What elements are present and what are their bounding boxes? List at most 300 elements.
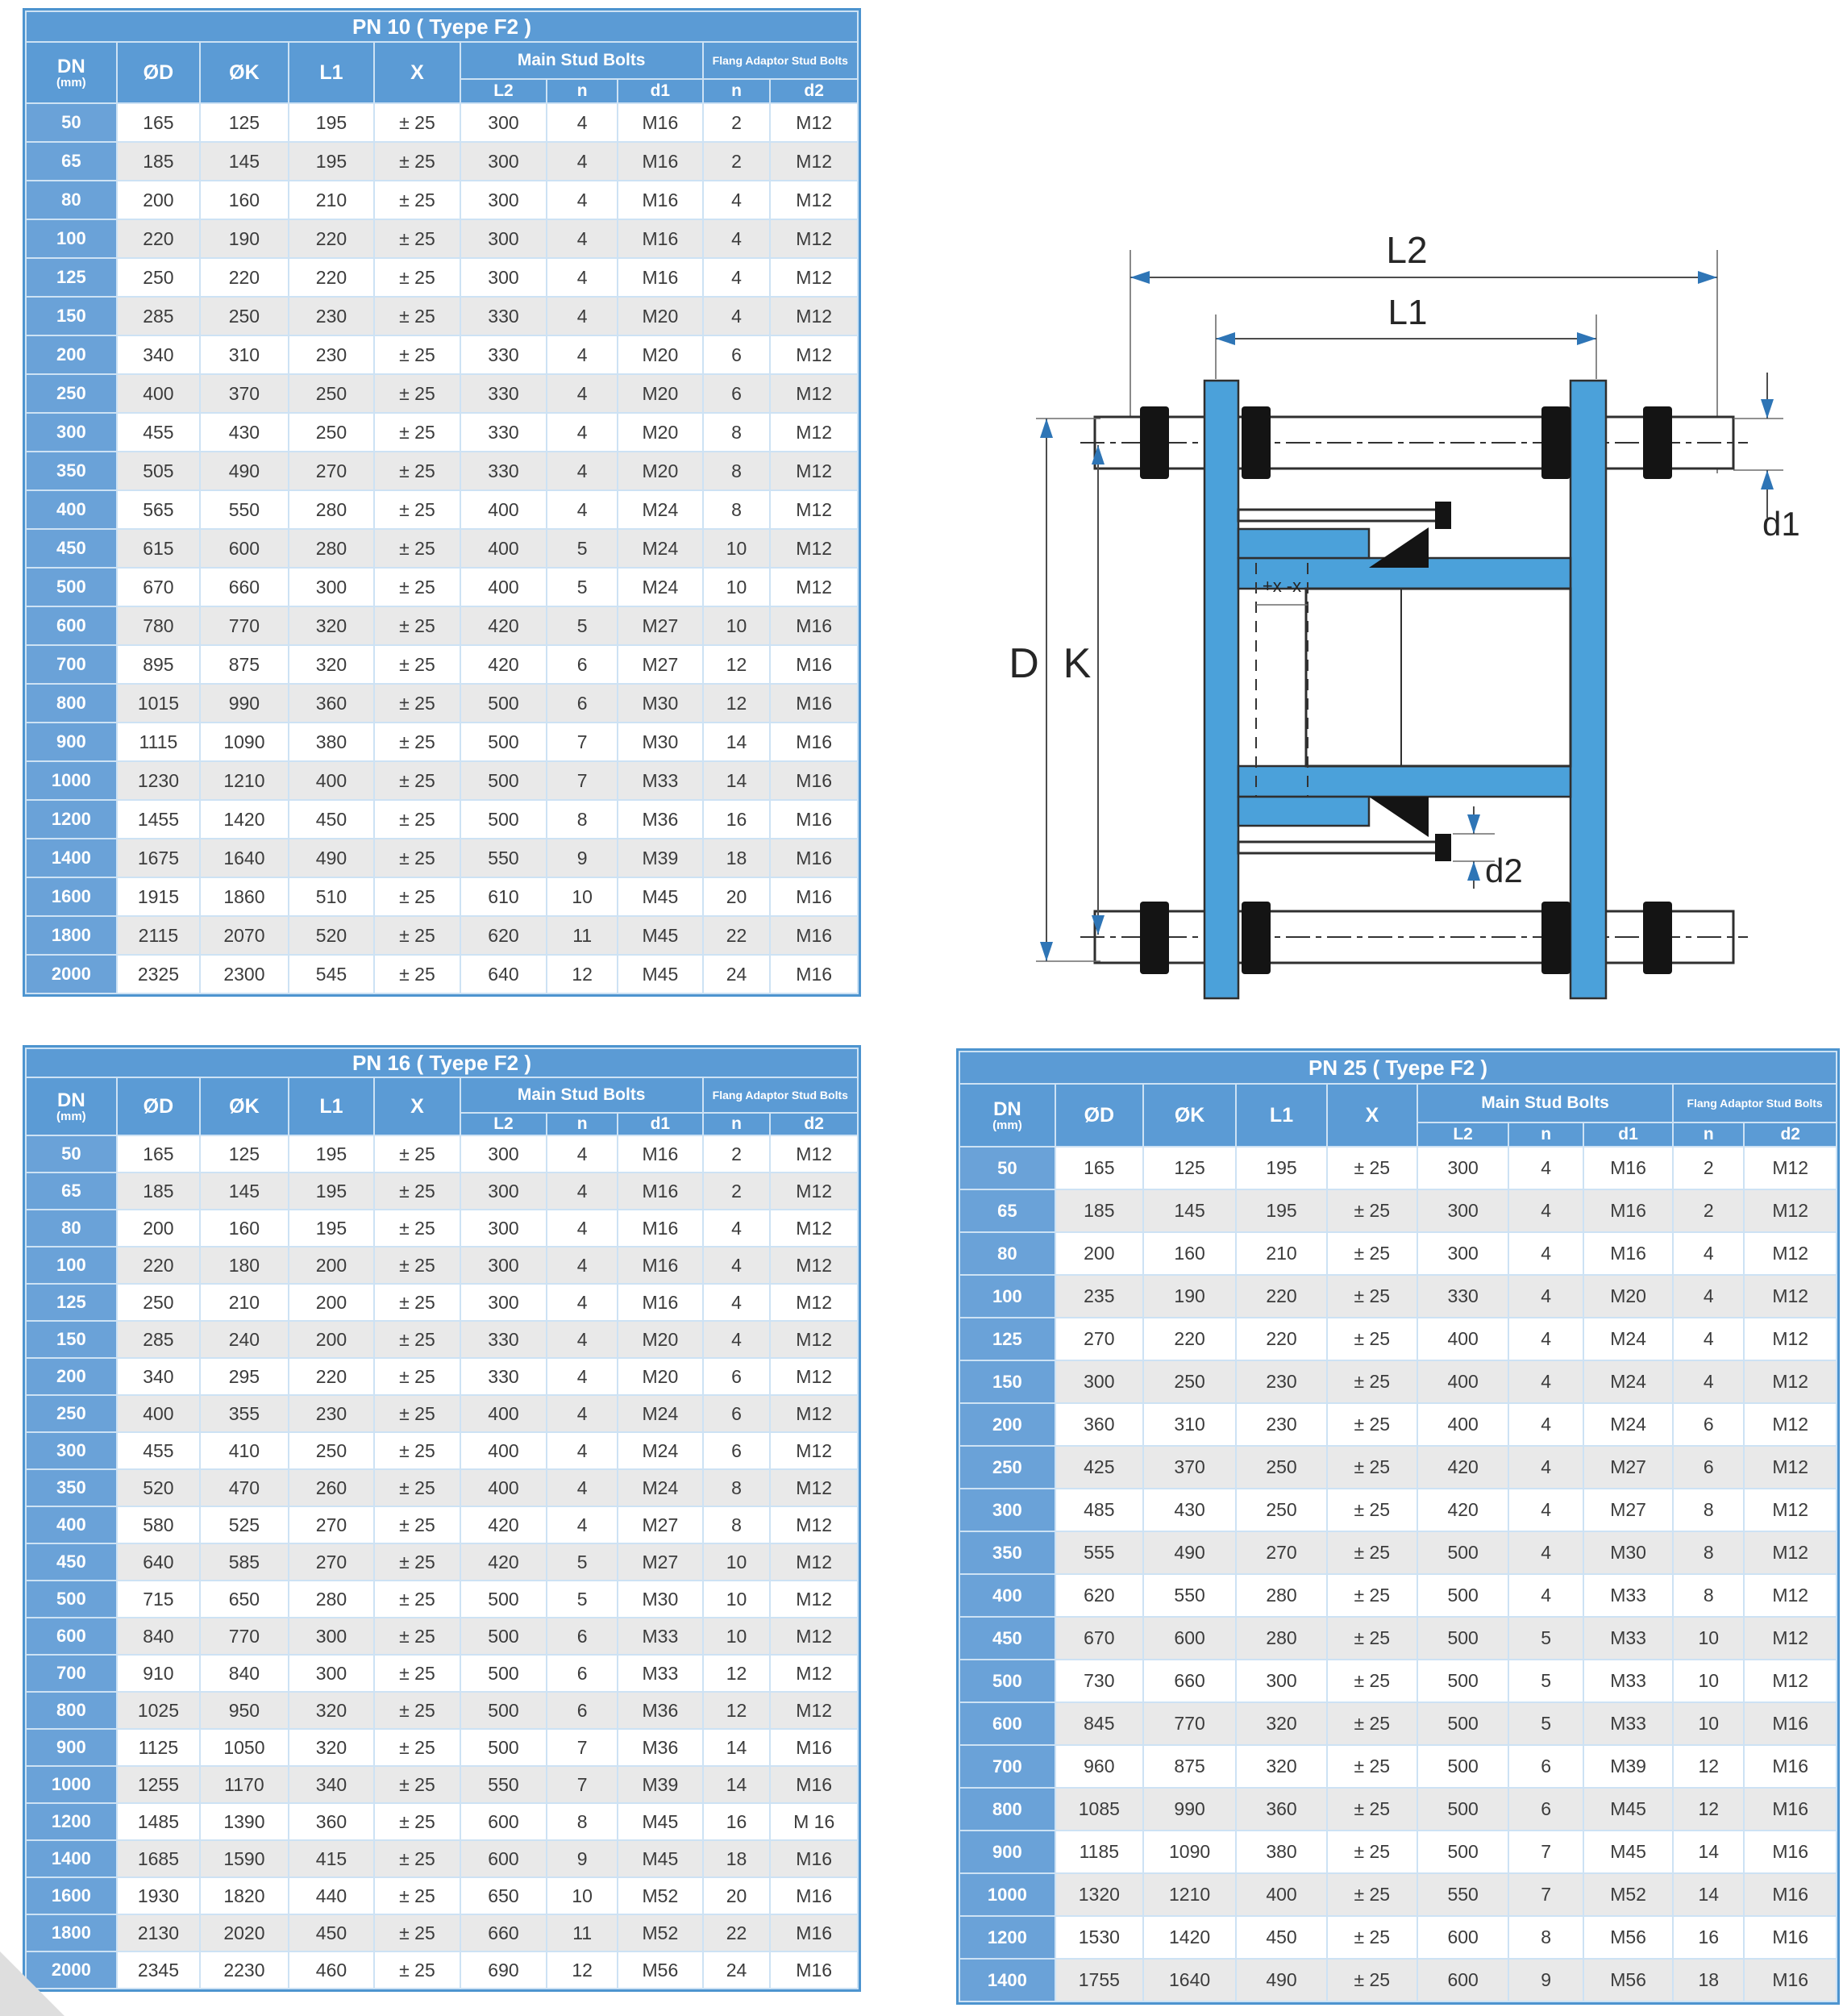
cell: 500 [460,1692,547,1729]
cell: 1820 [200,1877,289,1914]
cell: 1530 [1055,1916,1143,1959]
cell: M12 [770,568,858,606]
dn-value-cell: 500 [959,1660,1055,1702]
cell: M12 [770,1469,858,1506]
cell: ± 25 [374,1877,460,1914]
cell: 660 [1143,1660,1237,1702]
dn-value-cell: 100 [26,1247,117,1284]
table-row [26,723,858,761]
cell: M33 [1583,1574,1673,1617]
cell: 12 [1673,1745,1744,1788]
table-row [959,1531,1837,1574]
cell: 490 [289,839,375,877]
cell: M24 [1583,1403,1673,1446]
cell: 20 [703,877,771,916]
table-row [26,374,858,413]
table-row [959,1660,1837,1702]
cell: 8 [703,1506,771,1543]
cell: 430 [1143,1489,1237,1531]
cell: ± 25 [374,1840,460,1877]
cell: 1115 [117,723,200,761]
table-row [26,413,858,452]
cell: 455 [117,413,200,452]
dn-value-cell: 350 [26,452,117,490]
cell: 270 [289,452,375,490]
cell: 6 [1508,1788,1583,1831]
table-row [26,219,858,258]
cell: 22 [703,916,771,955]
cell: 360 [289,1803,375,1840]
cell: M27 [618,1543,702,1581]
cell: 320 [289,1729,375,1766]
cell: 4 [547,258,618,297]
cell: 9 [547,1840,618,1877]
cell: 2300 [200,955,289,993]
cell: M12 [770,413,858,452]
cell: M 16 [770,1803,858,1840]
table-row [959,1788,1837,1831]
cell: M16 [1744,1916,1837,1959]
cell: 2230 [200,1951,289,1989]
dn-value-cell: 100 [26,219,117,258]
cell: M12 [770,142,858,181]
cell: M16 [770,1951,858,1989]
cell: 500 [1417,1574,1508,1617]
cell: ± 25 [374,1469,460,1506]
cell: M16 [1583,1232,1673,1275]
cell: M52 [618,1914,702,1951]
cell: M20 [618,1321,702,1358]
cell: M39 [1583,1745,1673,1788]
cell: M20 [1583,1275,1673,1318]
cell: 300 [460,1284,547,1321]
dn-value-cell: 600 [26,606,117,645]
cell: ± 25 [374,374,460,413]
cell: 12 [703,1692,771,1729]
cell: M16 [618,1135,702,1173]
bottom-gland-nut [1435,834,1451,861]
cell: ± 25 [374,1729,460,1766]
cell: 10 [1673,1617,1744,1660]
cell: 1755 [1055,1959,1143,2001]
cell: 450 [1236,1916,1326,1959]
table-row [959,1360,1837,1403]
cell: 4 [1508,1403,1583,1446]
cell: 470 [200,1469,289,1506]
cell: M12 [770,1358,858,1395]
cell: 270 [1236,1531,1326,1574]
cell: 1170 [200,1766,289,1803]
cell: 450 [289,800,375,839]
cell: 415 [289,1840,375,1877]
col-header-l1: L1 [289,1077,375,1135]
cell: 4 [547,374,618,413]
cell: M24 [1583,1318,1673,1360]
cell: 185 [117,1173,200,1210]
cell: ± 25 [374,103,460,142]
table-row [26,1284,858,1321]
cell: M24 [618,1432,702,1469]
dn-value-cell: 250 [26,374,117,413]
cell: M16 [770,1914,858,1951]
cell: 4 [1673,1318,1744,1360]
cell: 250 [117,1284,200,1321]
cell: 370 [200,374,289,413]
cell: 285 [117,297,200,335]
dn-value-cell: 900 [26,723,117,761]
cell: M45 [618,916,702,955]
cell: 220 [1236,1318,1326,1360]
cell: ± 25 [374,877,460,916]
cell: ± 25 [374,645,460,684]
cell: 7 [547,723,618,761]
cell: 125 [1143,1147,1237,1189]
table-row [26,1543,858,1581]
col-subheader-l2: L2 [1417,1123,1508,1147]
cell: 500 [1417,1745,1508,1788]
cell: 420 [460,1506,547,1543]
cell: ± 25 [374,452,460,490]
cell: ± 25 [374,1914,460,1951]
cell: M45 [618,1840,702,1877]
cell: 250 [200,297,289,335]
dn-value-cell: 500 [26,568,117,606]
cell: ± 25 [374,1210,460,1247]
cell: 330 [460,335,547,374]
cell: 250 [1143,1360,1237,1403]
cell: 730 [1055,1660,1143,1702]
cell: 4 [1673,1360,1744,1403]
cell: M16 [770,606,858,645]
cell: 490 [200,452,289,490]
cell: M27 [1583,1489,1673,1531]
col-header-ok: ØK [1143,1084,1237,1147]
cell: 1455 [117,800,200,839]
cell: 500 [460,761,547,800]
table-row [26,606,858,645]
dn-value-cell: 200 [26,335,117,374]
cell: ± 25 [374,761,460,800]
cell: 420 [1417,1446,1508,1489]
cell: 6 [547,684,618,723]
cell: M56 [1583,1959,1673,2001]
table-row [26,1173,858,1210]
cell: M12 [770,1284,858,1321]
cell: 280 [289,490,375,529]
cell: M33 [618,1618,702,1655]
cell: 7 [1508,1831,1583,1873]
cell: 4 [1508,1360,1583,1403]
cell: 300 [460,258,547,297]
cell: 20 [703,1877,771,1914]
cell: M16 [770,1729,858,1766]
dn-value-cell: 2000 [26,1951,117,1989]
dn-value-cell: 1200 [26,1803,117,1840]
cell: 10 [703,1618,771,1655]
cell: 10 [1673,1702,1744,1745]
cell: 1050 [200,1729,289,1766]
cell: 9 [547,839,618,877]
cell: 200 [117,181,200,219]
cell: M16 [770,684,858,723]
cell: 300 [460,181,547,219]
cell: 950 [200,1692,289,1729]
cell: M16 [1744,1873,1837,1916]
dn-value-cell: 450 [959,1617,1055,1660]
cell: 185 [117,142,200,181]
table-row [959,1147,1837,1189]
cell: 10 [547,877,618,916]
cell: M24 [618,1469,702,1506]
cell: 4 [703,258,771,297]
top-gland-flange-band [1238,529,1369,558]
group-header-flang-adaptor-stud-bolts: Flang Adaptor Stud Bolts [703,42,858,79]
table-row [959,1702,1837,1745]
pn10-table [25,10,859,994]
cell: ± 25 [374,916,460,955]
cell: ± 25 [374,1321,460,1358]
cell: 4 [547,1247,618,1284]
cell: 7 [547,1766,618,1803]
cell: 1640 [200,839,289,877]
cell: 500 [1417,1531,1508,1574]
cell: 240 [200,1321,289,1358]
group-header-main-stud-bolts: Main Stud Bolts [460,42,703,79]
cell: 460 [289,1951,375,1989]
table-title: PN 10 ( Tyepe F2 ) [26,11,858,42]
cell: M12 [770,258,858,297]
left-flange [1204,381,1238,998]
cell: 5 [1508,1702,1583,1745]
table-row [26,1210,858,1247]
cell: 1390 [200,1803,289,1840]
cell: 400 [460,529,547,568]
cell: M39 [618,1766,702,1803]
dn-value-cell: 1800 [26,916,117,955]
cell: M16 [770,955,858,993]
cell: 250 [117,258,200,297]
group-header-main-stud-bolts: Main Stud Bolts [460,1077,703,1113]
cell: 300 [289,568,375,606]
cell: M12 [770,103,858,142]
cell: ± 25 [374,684,460,723]
cell: M36 [618,1692,702,1729]
cell: 8 [703,452,771,490]
cell: M12 [770,529,858,568]
cell: 6 [703,374,771,413]
group-header-flang-adaptor-stud-bolts: Flang Adaptor Stud Bolts [1673,1084,1837,1123]
cell: 400 [460,1395,547,1432]
cell: 160 [200,1210,289,1247]
cell: 1485 [117,1803,200,1840]
cell: ± 25 [374,1432,460,1469]
cell: ± 25 [1327,1147,1417,1189]
table-row [26,1247,858,1284]
cell: 300 [289,1618,375,1655]
cell: 14 [703,1766,771,1803]
cell: M12 [770,1432,858,1469]
cell: 425 [1055,1446,1143,1489]
cell: M24 [618,1395,702,1432]
cell: 545 [289,955,375,993]
cell: M16 [770,761,858,800]
table-title: PN 25 ( Tyepe F2 ) [959,1052,1837,1084]
cell: 4 [547,1395,618,1432]
table-row [26,335,858,374]
cell: M12 [1744,1489,1837,1531]
cell: 4 [1508,1489,1583,1531]
cell: 840 [117,1618,200,1655]
cell: 220 [200,258,289,297]
cell: 4 [547,1135,618,1173]
cell: 330 [1417,1275,1508,1318]
cell: M45 [618,1803,702,1840]
cell: M12 [770,1581,858,1618]
cell: 610 [460,877,547,916]
table-row [26,1581,858,1618]
dn-value-cell: 80 [26,1210,117,1247]
cell: 620 [1055,1574,1143,1617]
cell: ± 25 [374,1655,460,1692]
cell: 14 [703,1729,771,1766]
col-header-x: X [1327,1084,1417,1147]
cell: 500 [460,1655,547,1692]
cell: 585 [200,1543,289,1581]
cell: 1090 [1143,1831,1237,1873]
dn-value-cell: 1600 [26,1877,117,1914]
dn-value-cell: 150 [959,1360,1055,1403]
cell: 400 [460,1432,547,1469]
table-row [959,1318,1837,1360]
cell: 550 [1417,1873,1508,1916]
cell: 4 [1508,1232,1583,1275]
cell: 8 [703,413,771,452]
cell: 6 [703,1358,771,1395]
cell: M16 [770,877,858,916]
cell: 195 [1236,1189,1326,1232]
cell: 2 [703,1173,771,1210]
cell: 320 [289,606,375,645]
cell: 1255 [117,1766,200,1803]
cell: 295 [200,1358,289,1395]
dn-value-cell: 2000 [26,955,117,993]
table-row [26,1951,858,1989]
cell: 220 [117,1247,200,1284]
cell: M12 [770,1506,858,1543]
dn-value-cell: 800 [26,1692,117,1729]
col-header-dn: DN (mm) [959,1084,1055,1147]
dn-value-cell: 200 [959,1403,1055,1446]
cell: 230 [289,335,375,374]
cell: ± 25 [1327,1660,1417,1702]
cell: M12 [1744,1446,1837,1489]
cell: M16 [1583,1147,1673,1189]
cell: 600 [460,1803,547,1840]
cell: M30 [618,723,702,761]
table-row [26,800,858,839]
table-row [26,103,858,142]
table-row [26,645,858,684]
table-row [26,1692,858,1729]
dim-label-d2: d2 [1485,852,1523,889]
cell: 2 [703,1135,771,1173]
cell: 550 [1143,1574,1237,1617]
cell: 455 [117,1432,200,1469]
cell: 330 [460,1321,547,1358]
cell: 210 [200,1284,289,1321]
cell: 1640 [1143,1959,1237,2001]
cell: M16 [1744,1745,1837,1788]
cell: 875 [1143,1745,1237,1788]
cell: M16 [618,103,702,142]
dn-value-cell: 600 [26,1618,117,1655]
cell: M16 [618,1210,702,1247]
cell: 4 [547,297,618,335]
cell: 4 [547,452,618,490]
cell: 180 [200,1247,289,1284]
table-row [959,1916,1837,1959]
dn-value-cell: 350 [26,1469,117,1506]
table-row [26,1766,858,1803]
cell: 990 [200,684,289,723]
cell: 195 [289,1173,375,1210]
cell: 195 [289,1135,375,1173]
table-row [959,1446,1837,1489]
pn16-table-container [23,1045,861,1992]
table-row [26,1469,858,1506]
cell: 1675 [117,839,200,877]
cell: 1185 [1055,1831,1143,1873]
cell: 420 [1417,1489,1508,1531]
cell: M16 [1583,1189,1673,1232]
cell: 195 [1236,1147,1326,1189]
cell: 18 [703,839,771,877]
cell: 620 [460,916,547,955]
cell: 640 [460,955,547,993]
cell: 5 [547,568,618,606]
cell: 7 [547,1729,618,1766]
cell: 555 [1055,1531,1143,1574]
cell: 4 [547,181,618,219]
cell: 14 [703,723,771,761]
cell: M12 [770,181,858,219]
table-row [26,490,858,529]
cell: M30 [618,684,702,723]
cell: 300 [1417,1189,1508,1232]
cell: M12 [770,219,858,258]
cell: 300 [1417,1232,1508,1275]
cell: 1015 [117,684,200,723]
cell: ± 25 [1327,1788,1417,1831]
bottom-gland-flange-band [1238,797,1369,826]
dn-value-cell: 125 [959,1318,1055,1360]
cell: 5 [547,1581,618,1618]
cell: 10 [703,568,771,606]
cell: 210 [289,181,375,219]
cell: ± 25 [1327,1275,1417,1318]
dim-label-d1: d1 [1762,505,1800,543]
cell: ± 25 [1327,1617,1417,1660]
dn-value-cell: 150 [26,1321,117,1358]
cell: ± 25 [374,335,460,374]
cell: 300 [460,219,547,258]
inserted-pipe [1306,589,1571,766]
cell: 16 [703,800,771,839]
cell: 8 [547,1803,618,1840]
cell: ± 25 [374,1247,460,1284]
cell: ± 25 [1327,1574,1417,1617]
cell: M45 [618,877,702,916]
